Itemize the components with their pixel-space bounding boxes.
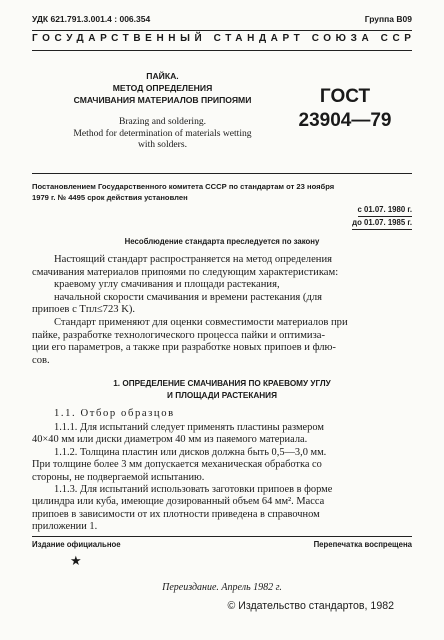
intro-line: краевому углу смачивания и площади растекания, <box>54 279 280 291</box>
decree-line: 1979 г. № 4495 срок действия установлен <box>32 193 188 202</box>
section-line: цилиндра или куба, имеющие дозированный объем 64 мм². Масса <box>32 496 325 508</box>
intro-line: припоев с Tпл≤723 K). <box>32 304 136 316</box>
star-icon: ★ <box>70 553 82 568</box>
udk-code: УДК 621.791.3.001.4 : 006.354 <box>32 14 151 24</box>
title-ru-line: СМАЧИВАНИЯ МАТЕРИАЛОВ ПРИПОЯМИ <box>73 95 252 105</box>
title-en <box>40 116 285 151</box>
section-1-heading <box>32 378 412 402</box>
law-notice: Несоблюдение стандарта преследуется по закону <box>124 237 320 246</box>
reprint-forbidden: Перепечатка воспрещена <box>313 540 412 549</box>
copyright: © Издательство стандартов, 1982 <box>227 600 394 612</box>
section-line: приложении 1. <box>32 521 98 533</box>
header-rule-top <box>32 30 412 31</box>
section-line: стороны, не подвергаемой испытанию. <box>32 471 205 483</box>
reissue-note: Переиздание. Апрель 1982 г. <box>162 582 282 593</box>
intro-line: пайке, разработке технологического процесса пайки и оптимиза- <box>32 329 326 341</box>
section-1-text <box>32 422 332 534</box>
subsection-1-1-heading: 1.1. Отбор образцов <box>54 408 175 419</box>
decree-text <box>32 181 334 203</box>
intro-line: Стандарт применяют для оценки совместимости материалов при <box>54 316 348 328</box>
title-en-line: Method for determination of materials wetting <box>73 127 252 139</box>
decree-date-from: с 01.07. 1980 г. <box>358 204 413 217</box>
decree-line: Постановлением Государственного комитета СССР по стандартам от 23 ноября <box>32 182 335 191</box>
gost-number: 23904—79 <box>298 110 392 131</box>
intro-line: ции его параметров, а также при разработке новых припоев и флю- <box>32 342 336 354</box>
title-rule <box>32 173 412 174</box>
intro-line: сов. <box>32 354 50 366</box>
intro-line: начальной скорости смачивания и времени растекания (для <box>54 291 322 303</box>
official-edition: Издание официальное <box>32 540 121 549</box>
title-en-line: Brazing and soldering. <box>118 116 207 127</box>
title-ru-line: ПАЙКА. <box>146 71 179 81</box>
title-en-line: with solders. <box>137 139 188 150</box>
section-line: 1.1.3. Для испытаний использовать заготовки припоев в форме <box>54 484 333 496</box>
gost-label: ГОСТ <box>319 86 371 107</box>
title-ru <box>40 70 285 106</box>
title-ru-line: МЕТОД ОПРЕДЕЛЕНИЯ <box>112 83 213 93</box>
decree-date-to: до 01.07. 1985 г. <box>352 217 412 230</box>
section-line: 40×40 мм или диски диаметром 40 мм из паяемого материала. <box>32 434 308 446</box>
section-heading-line: И ПЛОЩАДИ РАСТЕКАНИЯ <box>167 391 277 400</box>
header-rule-bottom <box>32 50 412 51</box>
section-line: 1.1.1. Для испытаний следует применять пластины размером <box>54 422 324 433</box>
intro-text <box>32 254 348 367</box>
footer-rule <box>32 536 412 537</box>
intro-line: смачивания материалов припоями по следующим характеристикам: <box>32 266 339 278</box>
section-heading-line: 1. ОПРЕДЕЛЕНИЕ СМАЧИВАНИЯ ПО КРАЕВОМУ УГЛУ <box>113 379 331 388</box>
section-line: припоев в зависимости от их плотности приведена в справочном <box>32 508 320 520</box>
group-code: Группа В09 <box>364 14 412 24</box>
section-line: При толщине более 3 мм допускается механическая обработка со <box>32 459 322 471</box>
standard-banner: ГОСУДАРСТВЕННЫЙ СТАНДАРТ СОЮЗА ССР <box>32 33 416 44</box>
section-line: 1.1.2. Толщина пластин или дисков должна быть 0,5—3,0 мм. <box>54 446 327 458</box>
intro-line: Настоящий стандарт распространяется на метод определения <box>54 254 332 265</box>
